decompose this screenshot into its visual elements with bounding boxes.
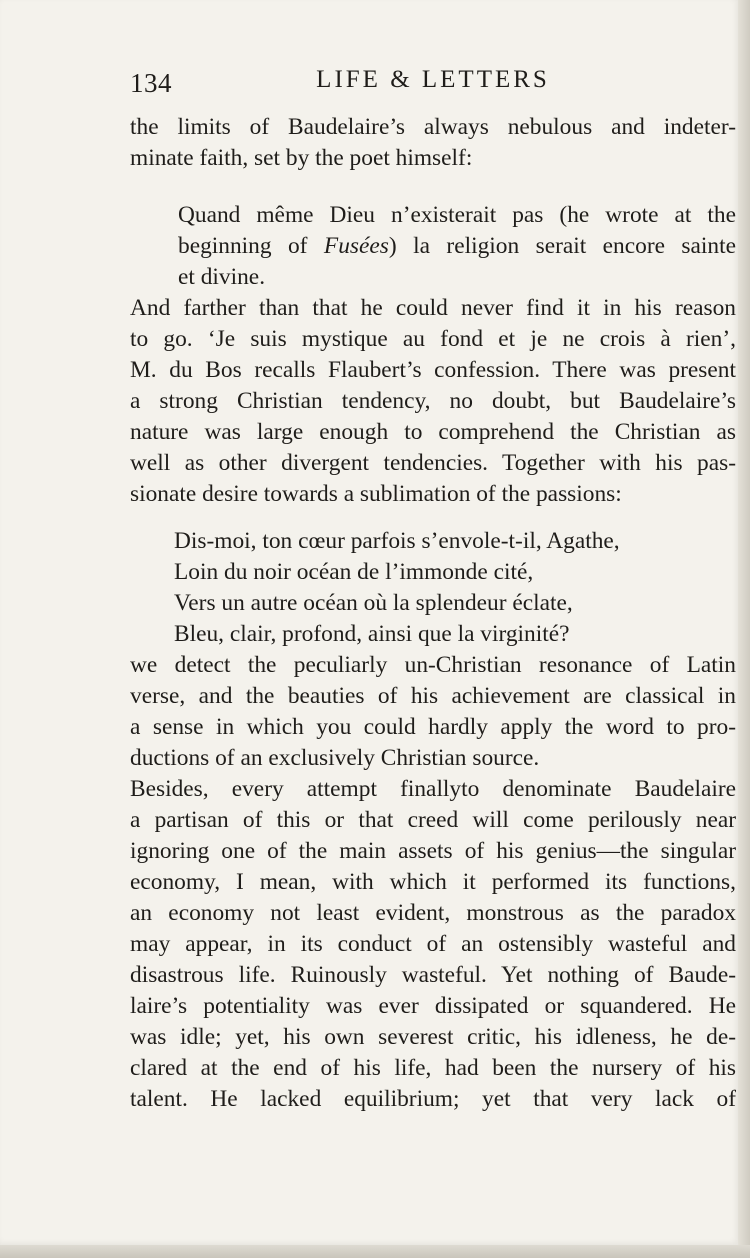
page-edge-bottom (0, 1245, 750, 1258)
verse-line: Vers un autre océan où la splendeur éclate, (174, 590, 573, 616)
body-text (130, 112, 736, 1115)
paragraph-2 (130, 293, 736, 510)
verse-line: Bleu, clair, profond, ainsi que la virginité? (174, 621, 570, 647)
text-line: ignoring one of the main assets of his genius—the singular (130, 838, 736, 864)
text-line: laire’s potentiality was ever dissipated or squandered. He (130, 993, 736, 1019)
quote-text: ) la religion serait encore sainte (388, 233, 736, 259)
text-line: the limits of Baudelaire’s always nebulous and indeter- (130, 114, 736, 140)
verse-line: Loin du noir océan de l’immonde cité, (174, 559, 534, 585)
text-line: may appear, in its conduct of an ostensibly wasteful and (130, 931, 736, 957)
quote-line: Quand même Dieu n’existerait pas (he wrote at the (178, 202, 736, 228)
paragraph-4 (130, 774, 736, 1115)
paragraph-1 (130, 112, 736, 174)
text-line: And farther than that he could never find it in his reason (130, 295, 736, 321)
text-line: well as other divergent tendencies. Together with his pas- (130, 450, 736, 476)
page-edge-right (738, 0, 750, 1258)
text-line: minate faith, set by the poet himself: (130, 145, 473, 171)
text-line: economy, I mean, with which it performed its functions, (130, 869, 736, 895)
text-line: Besides, every attempt finallyto denominate Baudelaire (130, 776, 736, 802)
paragraph-3 (130, 650, 736, 774)
text-line: M. du Bos recalls Flaubert’s confession. There was present (130, 357, 736, 383)
quote-text: beginning of (178, 233, 324, 259)
text-line: talent. He lacked equilibrium; yet that very lack of (130, 1086, 736, 1112)
quote-line: et divine. (178, 264, 266, 290)
page-number: 134 (130, 68, 172, 98)
text-line: a sense in which you could hardly apply the word to pro- (130, 714, 736, 740)
verse-line: Dis-moi, ton cœur parfois s’envole-t-il, Agathe, (174, 528, 620, 554)
verse-quote (174, 526, 736, 650)
quote-line (178, 231, 736, 262)
text-line: we detect the peculiarly un-Christian resonance of Latin (130, 652, 736, 678)
text-line: was idle; yet, his own severest critic, his idleness, he de- (130, 1024, 736, 1050)
text-line: disastrous life. Ruinously wasteful. Yet nothing of Baude- (130, 962, 736, 988)
text-line: a strong Christian tendency, no doubt, but Baudelaire’s (130, 388, 736, 414)
page-header (130, 62, 736, 102)
text-line: to go. ‘Je suis mystique au fond et je ne crois à rien’, (130, 326, 736, 352)
text-line: nature was large enough to comprehend the Christian as (130, 419, 736, 445)
text-line: verse, and the beauties of his achievement are classical in (130, 683, 736, 709)
block-quote (178, 200, 736, 293)
running-head: LIFE & LETTERS (316, 66, 550, 93)
quote-title-fusees: Fusées (323, 233, 389, 259)
text-line: sionate desire towards a sublimation of the passions: (130, 481, 622, 507)
text-line: a partisan of this or that creed will come perilously near (130, 807, 736, 833)
text-line: clared at the end of his life, had been the nursery of his (130, 1055, 736, 1081)
text-line: an economy not least evident, monstrous as the paradox (130, 900, 736, 926)
text-line: ductions of an exclusively Christian source. (130, 745, 540, 771)
